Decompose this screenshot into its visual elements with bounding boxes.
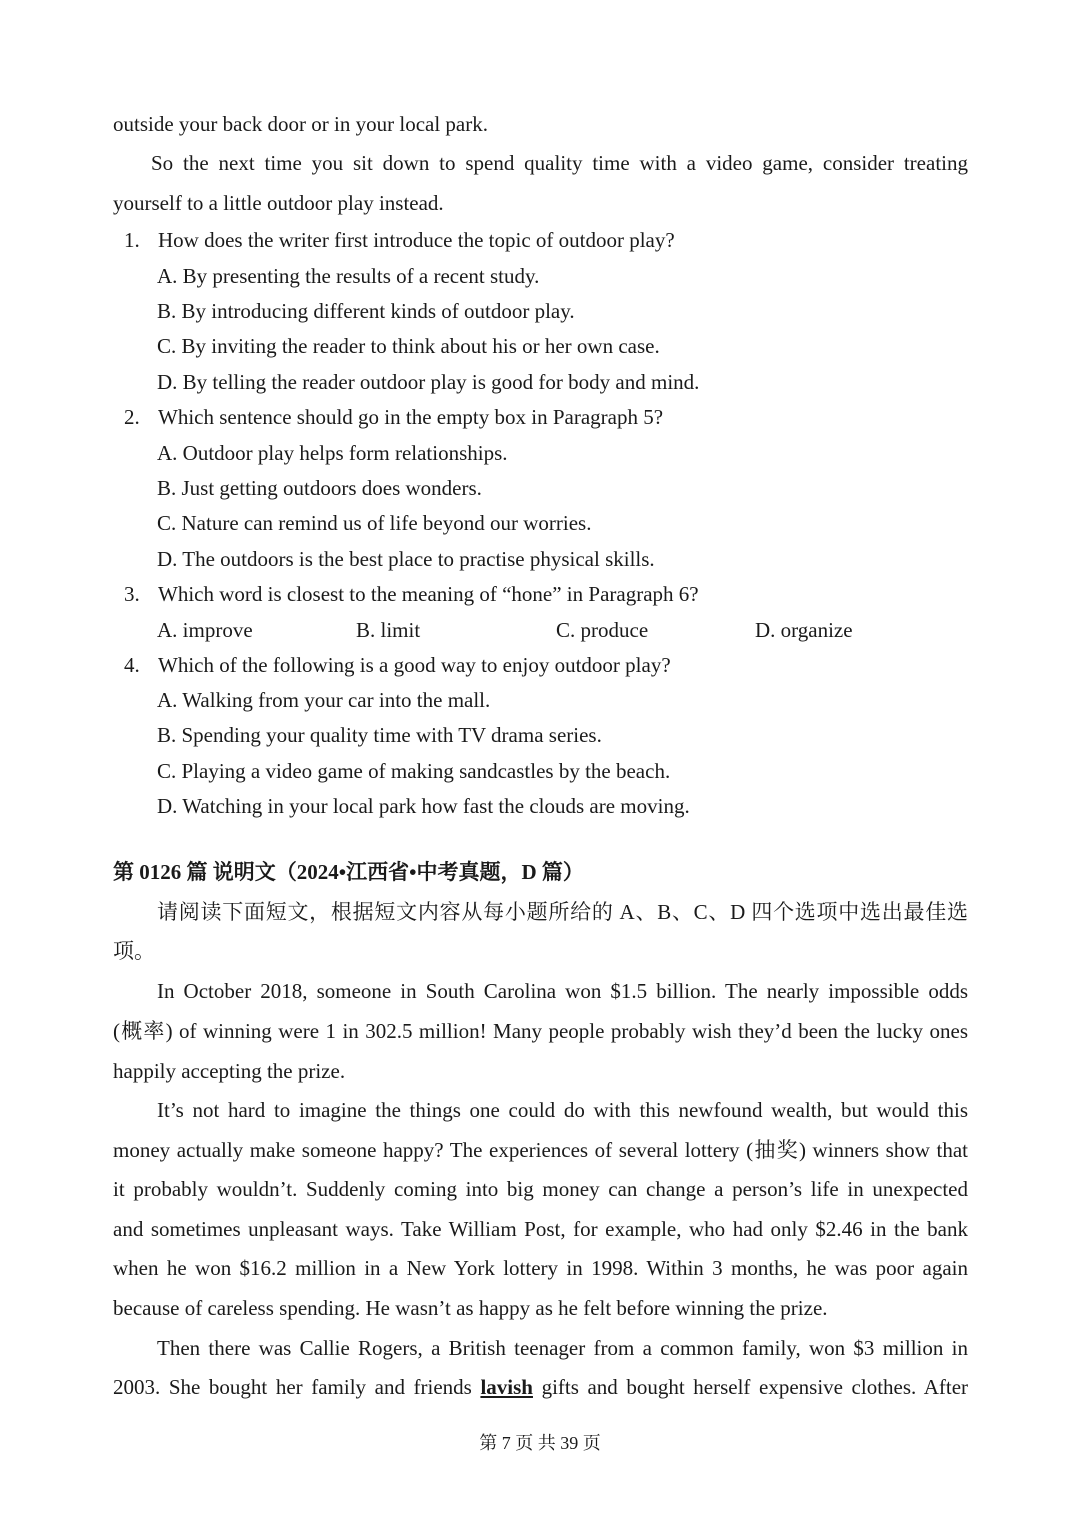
question-number: 4. (124, 653, 140, 677)
text-segment: gifts and bought herself expensive clothes. After (541, 1375, 969, 1399)
paragraph-line: In October 2018, someone in South Carolina won $1.5 billion. The nearly impossible odds (157, 979, 968, 1003)
option-2c: C. Nature can remind us of life beyond our worries. (157, 511, 592, 535)
option-1a: A. By presenting the results of a recent study. (157, 264, 540, 288)
question-1 (124, 226, 968, 254)
passage-line: So the next time you sit down to spend quality time with a video game, consider treating (151, 151, 968, 175)
option-1d: D. By telling the reader outdoor play is good for body and mind. (157, 370, 700, 394)
question-text: Which sentence should go in the empty box in Paragraph 5? (158, 405, 664, 429)
paragraph-line: (概率) of winning were 1 in 302.5 million! Many people probably wish they’d been the lucky ones (113, 1019, 968, 1043)
option-3a: A. improve (157, 618, 253, 642)
question-4 (124, 651, 968, 679)
section-heading: 第 0126 篇 说明文（2024•江西省•中考真题，D 篇） (113, 860, 584, 884)
options-row-3 (157, 616, 968, 644)
paragraph-line: it probably wouldn’t. Suddenly coming into big money can change a person’s life in unexpected (113, 1177, 968, 1201)
paragraph-line: when he won $16.2 million in a New York lottery in 1998. Within 3 months, he was poor again (113, 1256, 968, 1280)
passage-line: outside your back door or in your local park. (113, 112, 488, 136)
question-number: 3. (124, 582, 140, 606)
question-text: Which word is closest to the meaning of “hone” in Paragraph 6? (158, 582, 699, 606)
option-4a: A. Walking from your car into the mall. (157, 688, 491, 712)
option-3b: B. limit (356, 618, 421, 642)
option-4b: B. Spending your quality time with TV drama series. (157, 723, 602, 747)
instruction-line: 项。 (113, 939, 155, 963)
paragraph-line: It’s not hard to imagine the things one could do with this newfound wealth, but would this (157, 1098, 968, 1122)
option-2d: D. The outdoors is the best place to practise physical skills. (157, 547, 655, 571)
question-text: How does the writer first introduce the topic of outdoor play? (158, 228, 675, 252)
option-3d: D. organize (755, 618, 853, 642)
underlined-word: lavish (480, 1375, 533, 1399)
question-2 (124, 403, 968, 431)
passage-line: yourself to a little outdoor play instead. (113, 191, 444, 215)
option-4d: D. Watching in your local park how fast the clouds are moving. (157, 794, 690, 818)
option-1b: B. By introducing different kinds of outdoor play. (157, 299, 575, 323)
paragraph-line: money actually make someone happy? The experiences of several lottery (抽奖) winners show that (113, 1138, 968, 1162)
question-number: 1. (124, 228, 140, 252)
paragraph-line: and sometimes unpleasant ways. Take William Post, for example, who had only $2.46 in the bank (113, 1217, 968, 1241)
question-text: Which of the following is a good way to enjoy outdoor play? (158, 653, 671, 677)
paragraph-line: Then there was Callie Rogers, a British teenager from a common family, won $3 million in (157, 1336, 968, 1360)
option-2a: A. Outdoor play helps form relationships. (157, 441, 508, 465)
instruction-line: 请阅读下面短文，根据短文内容从每小题所给的 A、B、C、D 四个选项中选出最佳选 (157, 900, 968, 924)
paragraph-line: because of careless spending. He wasn’t as happy as he felt before winning the prize. (113, 1296, 828, 1320)
question-3 (124, 580, 968, 608)
paragraph-line: happily accepting the prize. (113, 1059, 346, 1083)
option-2b: B. Just getting outdoors does wonders. (157, 476, 482, 500)
paragraph-line (113, 1373, 968, 1401)
option-1c: C. By inviting the reader to think about his or her own case. (157, 334, 660, 358)
option-4c: C. Playing a video game of making sandcastles by the beach. (157, 759, 671, 783)
question-number: 2. (124, 405, 140, 429)
page-footer: 第 7 页 共 39 页 (479, 1433, 601, 1453)
text-segment: 2003. She bought her family and friends (113, 1375, 472, 1399)
option-3c: C. produce (556, 618, 649, 642)
